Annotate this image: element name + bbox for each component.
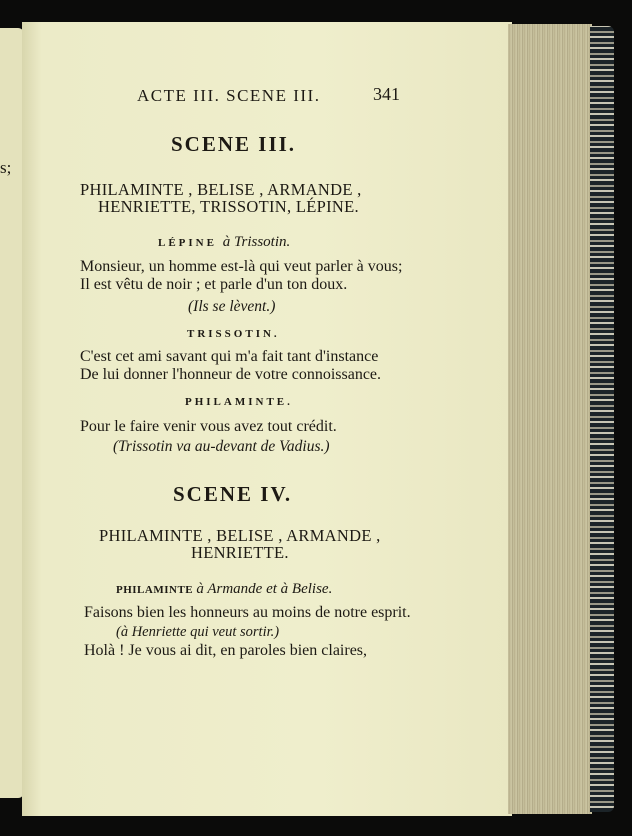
speaker-philaminte xyxy=(116,581,332,598)
speaker-trissotin: TRISSOTIN. xyxy=(187,328,280,340)
verse-line: De lui donner l'honneur de votre connoissance. xyxy=(80,366,382,383)
verse-line: C'est cet ami savant qui m'a fait tant d'instance xyxy=(80,348,379,365)
stage-direction: (Trissotin va au-devant de Vadius.) xyxy=(113,438,330,455)
verse-line: Monsieur, un homme est-là qui veut parler à vous; xyxy=(80,258,403,275)
speaker-lepine xyxy=(158,234,290,251)
speaker-name: LÉPINE xyxy=(158,237,217,249)
book-binding xyxy=(590,26,614,812)
page-number: 341 xyxy=(373,84,400,104)
scene-3-cast-line-1: PHILAMINTE , BELISE , ARMANDE , xyxy=(80,180,362,199)
scene-4-cast-line-2: HENRIETTE. xyxy=(191,543,289,562)
running-title: ACTE III. SCENE III. xyxy=(137,86,321,105)
scene-3-cast-line-2: HENRIETTE, TRISSOTIN, LÉPINE. xyxy=(98,197,359,216)
verse-line: Holà ! Je vous ai dit, en paroles bien claires, xyxy=(84,642,368,659)
scene-3-title: SCENE III. xyxy=(171,132,297,156)
stage-direction: (à Henriette qui veut sortir.) xyxy=(116,624,280,640)
verse-line: Pour le faire venir vous avez tout crédit. xyxy=(80,418,337,435)
scene-4-cast-line-1: PHILAMINTE , BELISE , ARMANDE , xyxy=(99,526,381,545)
stage-direction: à Armande et à Belise. xyxy=(196,581,333,597)
verse-line: Il est vêtu de noir ; et parle d'un ton doux. xyxy=(80,276,348,293)
speaker-philaminte: PHILAMINTE. xyxy=(185,396,293,408)
speaker-name: PHILAMINTE xyxy=(116,584,194,596)
left-page-edge xyxy=(0,28,24,798)
left-page-fragment: s; xyxy=(0,158,12,177)
verse-line: Faisons bien les honneurs au moins de notre esprit. xyxy=(84,604,411,621)
stage-direction: (Ils se lèvent.) xyxy=(188,298,276,315)
scene-4-title: SCENE IV. xyxy=(173,482,293,506)
stage-direction: à Trissotin. xyxy=(222,234,291,250)
page-edges xyxy=(508,24,592,814)
